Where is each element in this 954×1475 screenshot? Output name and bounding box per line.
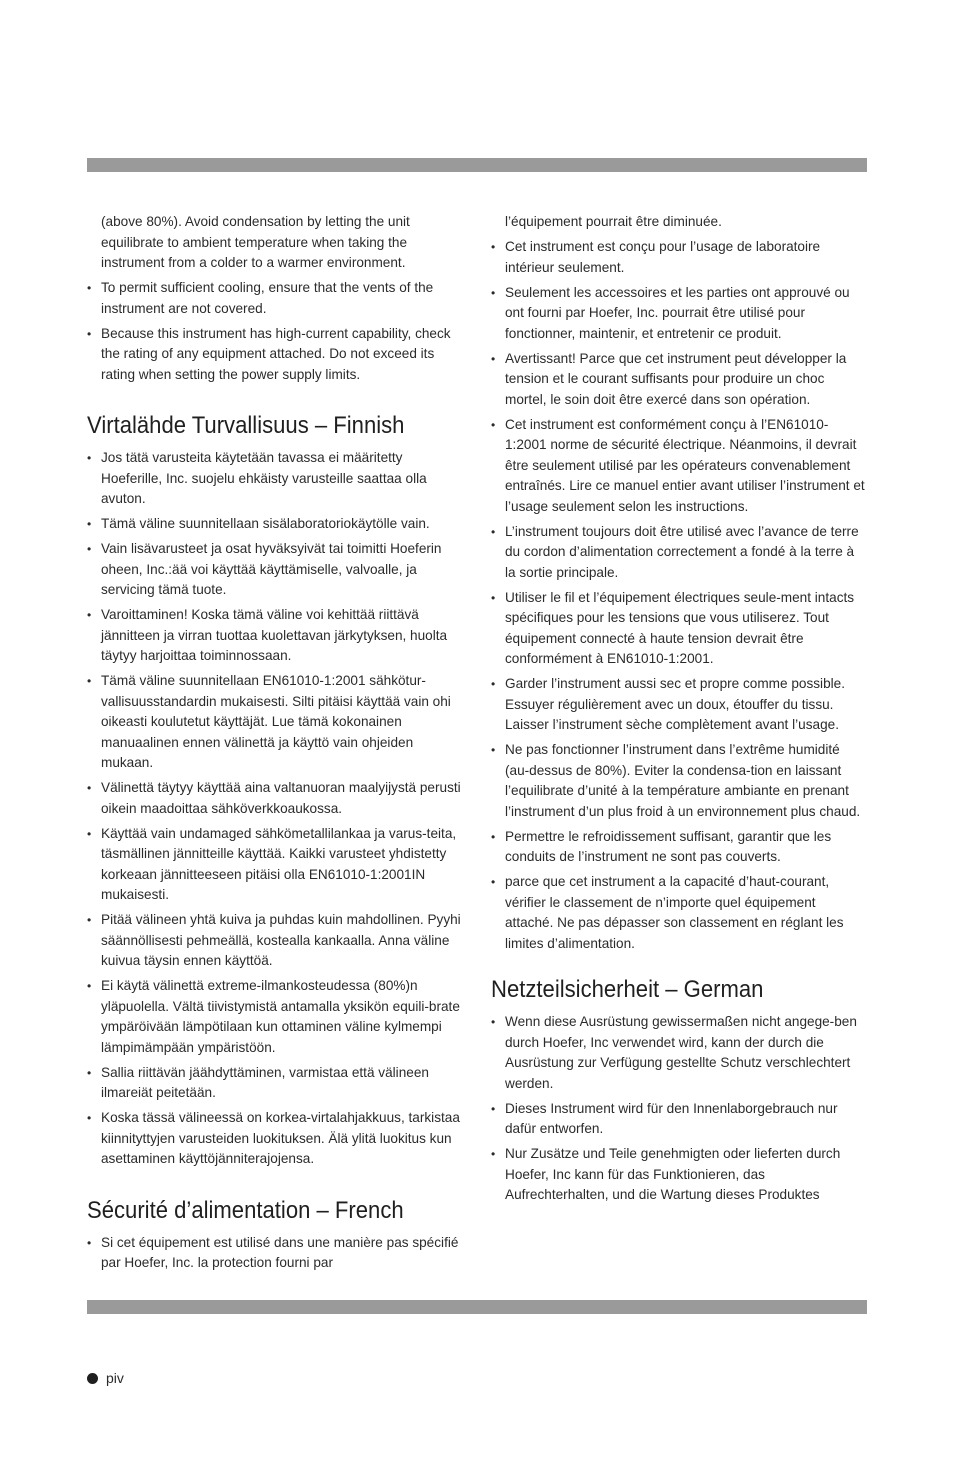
list-item: • Utiliser le fil et l’équipement électriques seule-ment intacts spécifiques pour les tensions que vous utiliserez. Tout équipement connecté à haute tension devrait être conformément à EN61010-1:2001. <box>491 588 866 670</box>
list-item: • Permettre le refroidissement suffisant, garantir que les conduits de l’instrument ne sont pas couverts. <box>491 827 866 868</box>
list-item: • Wenn diese Ausrüstung gewissermaßen nicht angege-ben durch Hoefer, Inc verwendet wird, kann der durch die Ausrüstung zur Verfügung gestellte Schutz verschlechtert werden. <box>491 1012 866 1094</box>
list-item: • Avertissant! Parce que cet instrument peut développer la tension et le courant suffisants pour produire un choc mortel, le soin doit être exercé dans son opération. <box>491 349 866 411</box>
list-item: • Tämä väline suunnitellaan sisälaboratoriokäytölle vain. <box>87 514 462 535</box>
bullet-dot-icon <box>87 1373 98 1384</box>
list-item: • Cet instrument est conformément conçu à l’EN61010-1:2001 norme de sécurité électrique. Néanmoins, il devrait être seulement utilisé par les opérateurs convenablement entraînés. Lire ce manuel entier avant utiliser l’instrument et l’usage seulement selon les instructions. <box>491 415 866 518</box>
list-item: • Käyttää vain undamaged sähkömetallilankaa ja varus-teita, täsmällinen jännitteille käyttää. Kaikki varusteet yhdistetty korkeaan jännitteeseen pitäisi olla EN61010-1:2001IN mukaisesti. <box>87 824 462 906</box>
list-item: • parce que cet instrument a la capacité d’haut-courant, vérifier le classement de n’importe quel équipement attaché. Ne pas dépasser son classement en réglant les limites d’alimentation. <box>491 872 866 954</box>
french-continuation: l’équipement pourrait être diminuée. <box>505 214 722 229</box>
german-bullet-list <box>491 1012 866 1206</box>
list-item: • Garder l’instrument aussi sec et propre comme possible. Essuyer régulièrement avec un doux, étouffer du tissu. Laisser l’instrument sèche complètement avant l’usage. <box>491 674 866 736</box>
finnish-bullet-list <box>87 448 462 1170</box>
list-item: • Pitää välineen yhtä kuiva ja puhdas kuin mahdollinen. Pyyhi säännöllisesti pehmeällä, kostealla kankaalla. Anna väline kuivua täysin ennen käyttöä. <box>87 910 462 972</box>
list-item: • Sallia riittävän jäähdyttäminen, varmistaa että välineen ilmareiät peitetään. <box>87 1063 462 1104</box>
footer-rule <box>87 1300 867 1314</box>
list-item: • Ei käytä välinettä extreme-ilmankosteudessa (80%)n yläpuolella. Vältä tiivistymistä antamalla yksikön equili-brate ympäröivään lämpötilaan kun ottaminen väline kylmempi lämpimämpään ympäristöön. <box>87 976 462 1058</box>
list-item: • Dieses Instrument wird für den Innenlaborgebrauch nur dafür entworfen. <box>491 1099 866 1140</box>
page-footer <box>87 1368 124 1388</box>
list-item: • Ne pas fonctionner l’instrument dans l’extrême humidité (au-dessus de 80%). Eviter la condensa-tion en laissant l’equilibrate d’unité à la température ambiante en prenant l’instrument d’un plus froid à un environnement plus chaud. <box>491 740 866 822</box>
list-item: • Nur Zusätze und Teile genehmigten oder lieferten durch Hoefer, Inc kann für das Funktionieren, das Aufrechterhalten, und die Wartung dieses Produktes <box>491 1144 866 1206</box>
list-item: • Koska tässä välineessä on korkea-virtalahjakkuus, tarkistaa kiinnityttyjen varusteiden luokituksen. Älä ylitä luokitus kun asettaminen käyttöjänniterajojensa. <box>87 1108 462 1170</box>
list-item: • Seulement les accessoires et les parties ont approuvé ou ont fourni par Hoefer, Inc. pourrait être utilisé pour fonctionner, maintenir, et entretenir ce produit. <box>491 283 866 345</box>
page-number: piv <box>106 1370 124 1386</box>
list-item: • Varoittaminen! Koska tämä väline voi kehittää riittävä jännitteen ja virran tuottaa kuolettavan järkytyksen, huolta täytyy harjoittaa toiminnossaan. <box>87 605 462 667</box>
left-column <box>87 212 462 1278</box>
french-heading: Sécurité d’alimentation – French <box>87 1196 404 1224</box>
right-column <box>491 212 866 1210</box>
english-continuation: (above 80%). Avoid condensation by letting the unit equilibrate to ambient temperature when taking the instrument from a colder to a warmer environment. <box>101 214 410 270</box>
list-item: • Vain lisävarusteet ja osat hyväksyivät tai toimitti Hoeferin oheen, Inc.:ää voi käyttää käyttämiselle, valvoalle, ja servicing tämä tuote. <box>87 539 462 601</box>
french-bullet-list-start <box>87 1233 462 1274</box>
list-item: • Because this instrument has high-current capability, check the rating of any equipment attached. Do not exceed its rating when setting the power supply limits. <box>87 324 462 386</box>
english-bullet-list <box>87 278 462 385</box>
finnish-heading: Virtalähde Turvallisuus – Finnish <box>87 412 405 439</box>
list-item: • Tämä väline suunnitellaan EN61010-1:2001 sähkötur-vallisuusstandardin mukaisesti. Silti pitäisi käyttää vain ohi oikeasti koulutetut käyttäjät. Lue tämä kokonainen manuaalinen ennen välinettä ja käyttö vain ohjeiden mukaan. <box>87 671 462 774</box>
german-heading: Netzteilsicherheit – German <box>491 976 764 1003</box>
list-item: • To permit sufficient cooling, ensure that the vents of the instrument are not covered. <box>87 278 462 319</box>
list-item: • Si cet équipement est utilisé dans une manière pas spécifié par Hoefer, Inc. la protection fourni par <box>87 1233 462 1274</box>
list-item: • Cet instrument est conçu pour l’usage de laboratoire intérieur seulement. <box>491 237 866 278</box>
french-bullet-list <box>491 237 866 954</box>
list-item: • Välinettä täytyy käyttää aina valtanuoran maalyijystä perusti oikein maadoittaa sähköverkkoaukossa. <box>87 778 462 819</box>
list-item: • Jos tätä varusteita käytetään tavassa ei määritetty Hoeferille, Inc. suojelu ehkäisty varusteille saattaa olla avuton. <box>87 448 462 510</box>
header-rule <box>87 158 867 172</box>
list-item: • L’instrument toujours doit être utilisé avec l’avance de terre du cordon d’alimentation correctement a fondé à la terre à la sortie principale. <box>491 522 866 584</box>
